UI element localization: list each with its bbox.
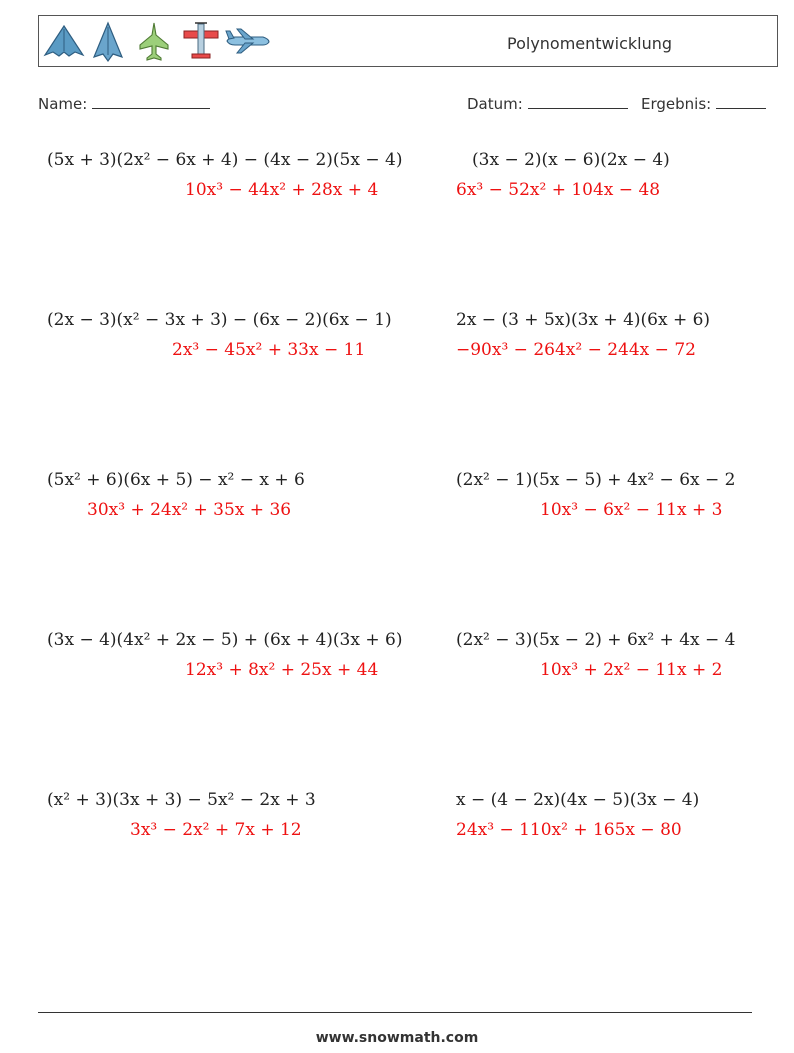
worksheet-title: Polynomentwicklung [507, 34, 673, 53]
worksheet-header [38, 15, 778, 67]
problem-4-answer: −90x³ − 264x² − 244x − 72 [456, 340, 696, 360]
name-blank[interactable] [92, 94, 210, 109]
problem-8-answer: 10x³ + 2x² − 11x + 2 [540, 660, 723, 680]
footer-url[interactable]: www.snowmath.com [315, 1030, 479, 1046]
problem-6-answer: 10x³ − 6x² − 11x + 3 [540, 500, 723, 520]
result-label: Ergebnis: [641, 95, 712, 113]
problem-7-answer: 12x³ + 8x² + 25x + 44 [185, 660, 379, 680]
problem-2-question: (3x − 2)(x − 6)(2x − 4) [472, 150, 670, 170]
propeller-plane-icon [181, 21, 221, 63]
problem-1-question: (5x + 3)(2x² − 6x + 4) − (4x − 2)(5x − 4) [47, 150, 403, 170]
problem-3-question: (2x − 3)(x² − 3x + 3) − (6x − 2)(6x − 1) [47, 310, 392, 330]
date-blank[interactable] [528, 94, 628, 109]
problem-9-question: (x² + 3)(3x + 3) − 5x² − 2x + 3 [47, 790, 316, 810]
name-label: Name: [38, 95, 88, 113]
problem-4-question: 2x − (3 + 5x)(3x + 4)(6x + 6) [456, 310, 711, 330]
result-blank[interactable] [716, 94, 766, 109]
date-field[interactable] [467, 94, 628, 113]
problem-9-answer: 3x³ − 2x² + 7x + 12 [130, 820, 302, 840]
problem-10-question: x − (4 − 2x)(4x − 5)(3x − 4) [456, 790, 700, 810]
problem-6-question: (2x² − 1)(5x − 5) + 4x² − 6x − 2 [456, 470, 736, 490]
name-field[interactable] [38, 94, 210, 113]
problem-7-question: (3x − 4)(4x² + 2x − 5) + (6x + 4)(3x + 6) [47, 630, 403, 650]
stealth-bomber-icon [43, 21, 85, 63]
result-field[interactable] [641, 94, 766, 113]
problem-3-answer: 2x³ − 45x² + 33x − 11 [172, 340, 366, 360]
airliner-icon [223, 21, 271, 63]
problem-1-answer: 10x³ − 44x² + 28x + 4 [185, 180, 379, 200]
problem-5-answer: 30x³ + 24x² + 35x + 36 [87, 500, 292, 520]
date-label: Datum: [467, 95, 523, 113]
stealth-jet-icon [91, 21, 125, 63]
problem-8-question: (2x² − 3)(5x − 2) + 6x² + 4x − 4 [456, 630, 736, 650]
problem-2-answer: 6x³ − 52x² + 104x − 48 [456, 180, 661, 200]
fighter-jet-icon [137, 21, 171, 63]
footer-divider [38, 1012, 752, 1013]
problem-5-question: (5x² + 6)(6x + 5) − x² − x + 6 [47, 470, 305, 490]
problem-10-answer: 24x³ − 110x² + 165x − 80 [456, 820, 682, 840]
